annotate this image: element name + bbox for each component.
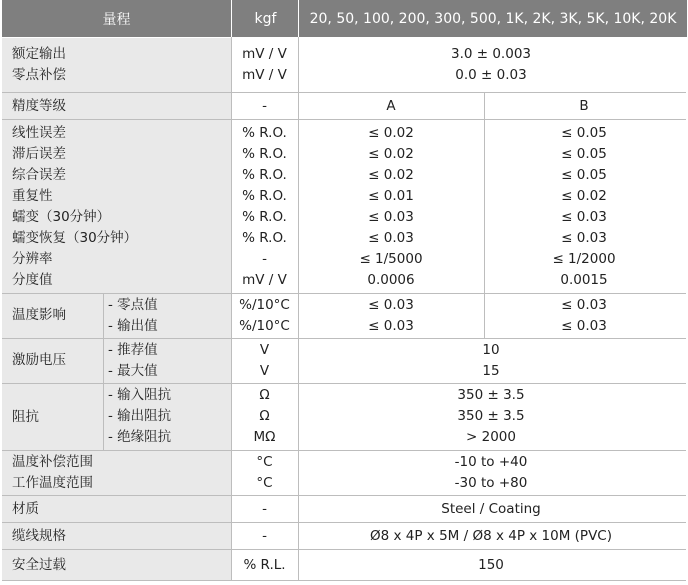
value-maximum: 15 [482,363,500,379]
row-divider [2,338,686,339]
division-b: 0.0015 [560,272,608,288]
linearity-b: ≤ 0.05 [561,125,607,141]
unit-division: mV / V [242,272,287,288]
unit-repeatability: % R.O. [242,188,287,204]
value-insulation: > 2000 [466,429,516,445]
unit-resolution: - [262,251,267,267]
resolution-b: ≤ 1/2000 [552,251,616,267]
temp-zero-b: ≤ 0.03 [561,297,607,313]
row-divider [2,580,686,581]
label-temperature-effect: 温度影响 [12,307,66,323]
label-safe-overload: 安全过载 [12,557,66,573]
label-linearity: 线性误差 [12,125,66,141]
combined-error-b: ≤ 0.05 [561,167,607,183]
label-cable: 缆线规格 [12,528,66,544]
hysteresis-b: ≤ 0.05 [561,146,607,162]
label-combined-error: 综合误差 [12,167,66,183]
col-divider [231,37,232,581]
label-creep: 蠕变（30分钟） [12,209,111,225]
hysteresis-a: ≤ 0.02 [368,146,414,162]
unit-temp-output: %/10°C [239,318,290,334]
combined-error-a: ≤ 0.02 [368,167,414,183]
division-a: 0.0006 [367,272,415,288]
row-divider [2,119,686,120]
unit-maximum: V [259,363,270,379]
sub-zero: - 零点值 [108,297,158,313]
value-recommended: 10 [482,342,500,358]
class-a: A [386,98,396,114]
value-output-impedance: 350 ± 3.5 [457,408,525,424]
label-resolution: 分辨率 [12,251,53,267]
label-impedance: 阻抗 [12,409,39,425]
label-division: 分度值 [12,272,53,288]
unit-recommended: V [259,342,270,358]
row-divider [2,549,686,550]
unit-cable: - [262,528,267,544]
unit-temp-zero: %/10°C [239,297,290,313]
unit-output-impedance: Ω [259,408,270,424]
sub-input-impedance: - 输入阻抗 [108,387,172,403]
resolution-a: ≤ 1/5000 [359,251,423,267]
creep-recovery-a: ≤ 0.03 [368,230,414,246]
sub-recommended: - 推荐值 [108,342,158,358]
temp-zero-a: ≤ 0.03 [368,297,414,313]
creep-b: ≤ 0.03 [561,209,607,225]
unit-zero-balance: mV / V [242,67,287,83]
row-divider [2,293,686,294]
header-label: 量程 [2,0,231,37]
row-divider [2,495,686,496]
repeatability-b: ≤ 0.02 [561,188,607,204]
label-operating-range: 工作温度范围 [12,475,93,491]
unit-compensated-range: °C [256,454,273,470]
unit-combined-error: % R.O. [242,167,287,183]
unit-creep: % R.O. [242,209,287,225]
value-compensated-range: -10 to +40 [454,454,528,470]
label-zero-balance: 零点补偿 [12,67,66,83]
label-creep-recovery: 蠕变恢复（30分钟） [12,230,138,246]
spec-table [2,0,686,583]
unit-safe-overload: % R.L. [243,557,286,573]
unit-creep-recovery: % R.O. [242,230,287,246]
unit-input-impedance: Ω [259,387,270,403]
label-material: 材质 [12,501,39,517]
unit-rated-output: mV / V [242,46,287,62]
label-rated-output: 额定输出 [12,46,66,62]
value-operating-range: -30 to +80 [454,475,528,491]
label-repeatability: 重复性 [12,188,53,204]
row-divider [2,450,686,451]
sub-output-impedance: - 输出阻抗 [108,408,172,424]
unit-operating-range: °C [256,475,273,491]
creep-a: ≤ 0.03 [368,209,414,225]
temp-output-b: ≤ 0.03 [561,318,607,334]
row-divider [2,383,686,384]
label-excitation: 激励电压 [12,352,66,368]
class-b: B [579,98,589,114]
value-material: Steel / Coating [441,501,541,517]
col-divider [103,294,104,451]
label-compensated-range: 温度补偿范围 [12,454,93,470]
unit-accuracy-class: - [262,98,267,114]
row-divider [2,522,686,523]
value-zero-balance: 0.0 ± 0.03 [455,67,527,83]
unit-insulation: MΩ [253,429,276,445]
row-divider [2,92,686,93]
label-accuracy-class: 精度等级 [12,98,66,114]
unit-material: - [262,501,267,517]
value-rated-output: 3.0 ± 0.003 [450,46,531,62]
header-unit: kgf [231,0,299,37]
repeatability-a: ≤ 0.01 [368,188,414,204]
value-safe-overload: 150 [478,557,504,573]
header-capacities: 20, 50, 100, 200, 300, 500, 1K, 2K, 3K, 5K, 10K, 20K [298,0,687,37]
creep-recovery-b: ≤ 0.03 [561,230,607,246]
unit-linearity: % R.O. [242,125,287,141]
label-hysteresis: 滞后误差 [12,146,66,162]
value-input-impedance: 350 ± 3.5 [457,387,525,403]
value-cable: Ø8 x 4P x 5M / Ø8 x 4P x 10M (PVC) [370,528,612,544]
sub-maximum: - 最大值 [108,363,158,379]
linearity-a: ≤ 0.02 [368,125,414,141]
sub-insulation: - 绝缘阻抗 [108,429,172,445]
temp-output-a: ≤ 0.03 [368,318,414,334]
unit-hysteresis: % R.O. [242,146,287,162]
sub-output: - 输出值 [108,318,158,334]
